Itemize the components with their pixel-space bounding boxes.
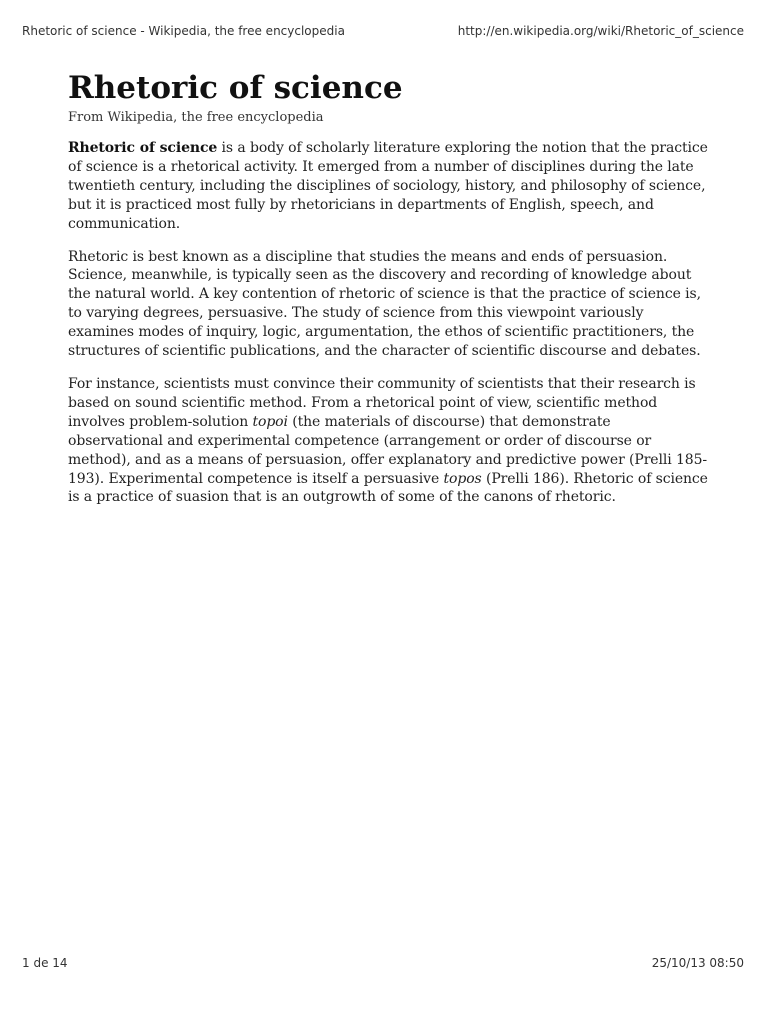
paragraph-topoi-italic-topoi: topoi <box>252 413 288 430</box>
print-timestamp: 25/10/13 08:50 <box>651 956 744 970</box>
paragraph-intro-bold-term: Rhetoric of science <box>68 140 218 156</box>
paragraph-topoi-italic-topos: topos <box>443 470 482 487</box>
page-subtitle: From Wikipedia, the free encyclopedia <box>68 110 324 125</box>
page-counter: 1 de 14 <box>22 956 68 970</box>
article-content <box>68 68 708 521</box>
paragraph-topoi <box>68 375 708 507</box>
paragraph-persuasion: Rhetoric is best known as a discipline that studies the means and ends of persuasion. Science, meanwhile, is typically seen as the discovery and recording of knowledge about the natural world. A key contention of rhetoric of science is that the practice of science is, to varying degrees, persuasive. The study of science from this viewpoint variously examines modes of inquiry, logic, argumentation, the ethos of scientific practitioners, the structures of scientific publications, and the character of scientific discourse and debates. <box>68 248 701 360</box>
paragraph-topoi-text-1: For instance, scientists must convince their community of scientists that their research is based on sound scientific method. From a rhetorical point of view, scientific method involves problem-solution <box>68 375 696 430</box>
print-header-url: http://en.wikipedia.org/wiki/Rhetoric_of_science <box>457 24 744 38</box>
paragraph-intro <box>68 139 708 234</box>
paragraph-topoi-text-2: (the materials of discourse) that demonstrate observational and experimental competence (arrangement or order of discourse or method), and as a means of persuasion, offer explanatory and predictive power (Prelli 185-193). Experimental competence is itself a persuasive <box>68 413 708 487</box>
print-footer <box>22 956 744 970</box>
print-header <box>22 24 744 38</box>
page-title: Rhetoric of science <box>68 70 403 106</box>
print-header-title: Rhetoric of science - Wikipedia, the free encyclopedia <box>22 24 345 38</box>
paragraph-topoi-text-3: (Prelli 186). Rhetoric of science is a practice of suasion that is an outgrowth of some of the canons of rhetoric. <box>68 470 708 506</box>
paragraph-intro-text: is a body of scholarly literature exploring the notion that the practice of science is a rhetorical activity. It emerged from a number of disciplines during the late twentieth century, including the disciplines of sociology, history, and philosophy of science, but it is practiced most fully by rhetoricians in departments of English, speech, and communication. <box>68 140 708 232</box>
